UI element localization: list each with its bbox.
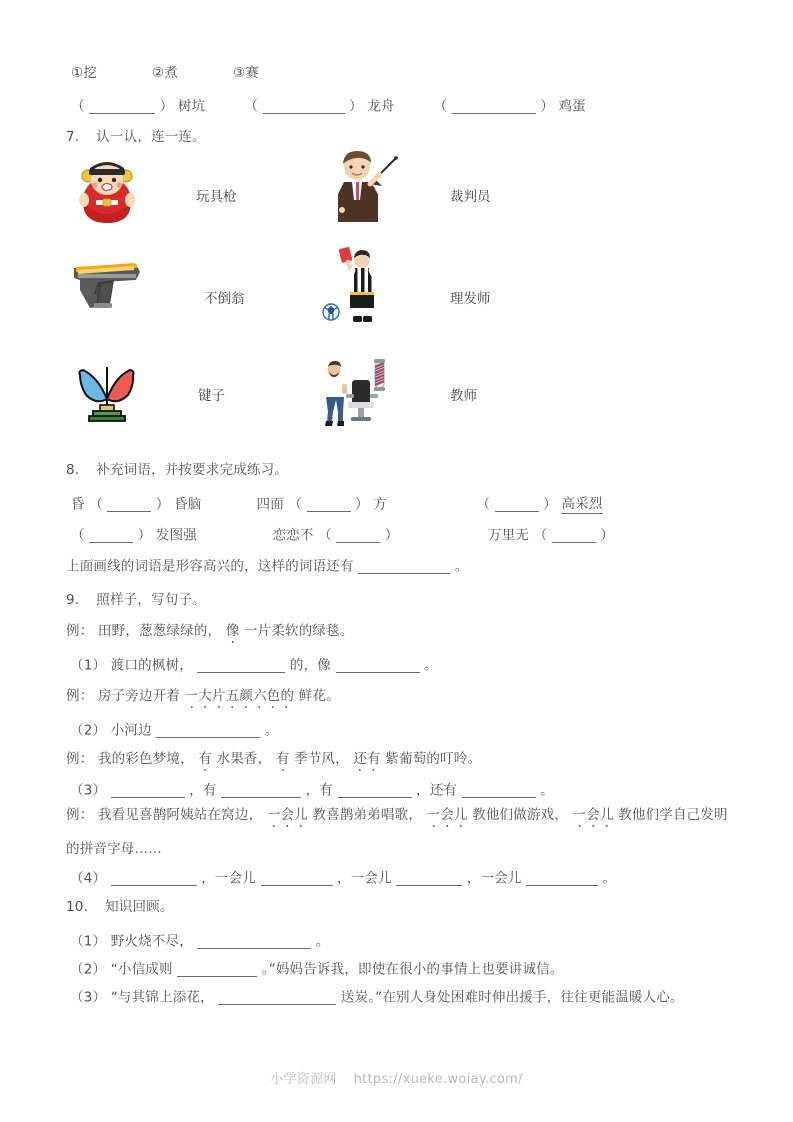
matching-exercise [0, 0, 793, 404]
bracket-open: （ [288, 496, 303, 513]
question-title: 认一认，连一连。 [96, 129, 206, 145]
bracket-open: （ [476, 496, 491, 513]
idiom-blank[interactable] [89, 529, 133, 543]
bracket-close: ） [137, 527, 152, 544]
item-text: 。 [264, 722, 279, 739]
bracket-open: （ [71, 98, 85, 115]
item-text: ，有 [305, 782, 334, 799]
q10-item-2 [70, 963, 564, 977]
q10-item-1 [70, 935, 330, 949]
idiom-blank[interactable] [307, 498, 351, 512]
example-text: 房子旁边开着 [97, 688, 181, 704]
q9-example-1 [66, 625, 354, 639]
example-text: 我看见喜鹊阿姨站在窝边， [97, 807, 263, 823]
example-text: 教喜鹊弟弟唱歌， [312, 807, 423, 823]
item-text: ，还有 [416, 782, 458, 799]
item-text: 野火烧不尽， [110, 933, 193, 950]
question-title: 补充词语，并按要求完成练习。 [96, 462, 289, 478]
example-emphasis: 一大片五颜六色的 [184, 688, 295, 704]
bracket-open: （ [533, 527, 548, 544]
idiom-suffix-underlined: 高采烈 [561, 496, 603, 513]
example-label: 例： [66, 623, 94, 639]
example-text: 教他们学自己发明 [618, 807, 728, 823]
footer-watermark [0, 1068, 793, 1087]
example-label: 例： [66, 688, 94, 704]
q8-row-2 [71, 529, 614, 543]
q8-note-end: 。 [454, 558, 469, 575]
item-text: ，有 [189, 782, 217, 799]
item-text: 。”妈妈告诉我，即使在很小的事情上也要讲诚信。 [261, 961, 564, 978]
referee-redcard-icon [322, 246, 394, 324]
tumbler-doll-icon [74, 156, 140, 224]
item-text: 。 [540, 782, 554, 799]
idiom-suffix: 昏脑 [174, 496, 202, 513]
q8-row-1 [71, 498, 603, 512]
item-number: （2） [70, 961, 107, 978]
item-text: 渡口的枫树， [110, 657, 193, 674]
example-text: 的拼音字母…… [66, 841, 162, 857]
q9-item-2 [70, 724, 279, 738]
item-blank[interactable] [111, 784, 185, 798]
item-number: （1） [70, 657, 107, 674]
item-text: ，一会儿 [337, 870, 392, 887]
idiom-blank[interactable] [336, 529, 380, 543]
item-blank[interactable] [396, 872, 462, 886]
q9-item-3 [70, 784, 554, 798]
bracket-close: ） [155, 496, 170, 513]
match-label-right-2: 理发师 [450, 291, 491, 307]
item-blank[interactable] [261, 872, 333, 886]
question-9-heading [66, 594, 206, 608]
bracket-close: ） [600, 527, 615, 544]
question-title: 照样子，写句子。 [96, 592, 206, 608]
item-text: 小河边 [110, 722, 152, 739]
item-blank[interactable] [336, 659, 420, 673]
item-number: （1） [70, 933, 107, 950]
item-number: （2） [70, 722, 107, 739]
answer-word: 树坑 [177, 98, 206, 115]
example-emphasis: 还有 [353, 751, 381, 767]
idiom-prefix: 昏 [71, 496, 85, 513]
bracket-close: ） [355, 496, 369, 513]
match-label-left-1: 玩具枪 [196, 189, 237, 205]
question-title: 知识回顾。 [105, 899, 174, 915]
item-blank[interactable] [338, 784, 412, 798]
question-number: 7. [66, 129, 80, 145]
item-blank[interactable] [197, 659, 285, 673]
example-emphasis: 一会儿 [426, 807, 468, 823]
example-emphasis: 一会儿 [572, 807, 614, 823]
bracket-open: （ [433, 98, 448, 115]
item-blank[interactable] [221, 784, 301, 798]
footer-site-name: 小学资源网 [270, 1072, 337, 1087]
example-label: 例： [66, 751, 94, 767]
item-text: 。 [424, 657, 438, 674]
example-text: 水果香， [216, 751, 272, 767]
question-number: 10. [66, 899, 89, 915]
idiom-blank[interactable] [495, 498, 539, 512]
item-blank[interactable] [177, 963, 257, 977]
item-text: “与其锦上添花， [110, 989, 214, 1006]
footer-url: https://xueke.woiay.com/ [353, 1072, 523, 1087]
item-blank[interactable] [111, 872, 197, 886]
match-label-right-1: 裁判员 [450, 189, 491, 205]
item-number: （3） [70, 989, 107, 1006]
bracket-open: （ [318, 527, 332, 544]
item-text: 。 [315, 933, 330, 950]
bracket-open: （ [89, 496, 103, 513]
example-text: 一片柔软的绿毯。 [243, 623, 354, 639]
idiom-suffix: 发图强 [155, 527, 198, 544]
barber-chair-icon [318, 358, 398, 428]
match-label-left-2: 不倒翁 [204, 291, 245, 307]
item-text: “小信成则 [110, 961, 173, 978]
bracket-close: ） [384, 527, 399, 544]
example-emphasis: 像 [225, 623, 240, 639]
answer-word: 鸡蛋 [558, 98, 586, 115]
q10-item-3 [70, 991, 684, 1005]
item-blank[interactable] [197, 935, 311, 949]
example-emphasis: 有 [275, 751, 290, 767]
bracket-open: （ [71, 527, 85, 544]
question-10-heading [66, 901, 174, 915]
q9-item-1 [70, 659, 438, 673]
shuttlecock-icon [74, 355, 140, 425]
example-emphasis: 一会儿 [266, 807, 308, 823]
idiom-prefix: 四面 [256, 496, 284, 513]
example-text: 田野，葱葱绿绿的， [97, 623, 222, 639]
q8-note-blank[interactable] [358, 560, 450, 574]
item-text: 的，像 [289, 657, 332, 674]
item-blank[interactable] [156, 724, 260, 738]
q9-example-3 [66, 753, 481, 767]
option-2: ②煮 [152, 65, 179, 81]
bracket-close: ） [349, 98, 363, 115]
match-label-right-3: 教师 [450, 388, 477, 404]
q9-example-4-line-2 [66, 843, 162, 857]
answer-word: 龙舟 [367, 98, 395, 115]
item-blank[interactable] [526, 872, 598, 886]
pistol-icon [70, 250, 150, 312]
bracket-close: ） [543, 496, 557, 513]
example-text: 鲜花。 [298, 688, 340, 704]
question-number: 8. [66, 462, 80, 478]
item-number: （4） [70, 870, 107, 887]
q9-example-4-line-1 [66, 809, 728, 823]
bracket-close: ） [540, 98, 555, 115]
bracket-close: ） [159, 98, 174, 115]
question-number: 9. [66, 592, 80, 608]
item-text: ，一会儿 [201, 870, 257, 887]
item-blank[interactable] [218, 991, 336, 1005]
teacher-pointer-icon [330, 148, 400, 226]
example-emphasis: 有 [198, 751, 213, 767]
idiom-blank[interactable] [107, 498, 151, 512]
match-label-left-3: 键子 [198, 388, 225, 404]
item-text: 。 [602, 870, 617, 887]
item-blank[interactable] [462, 784, 536, 798]
item-number: （3） [70, 782, 107, 799]
q9-example-2 [66, 690, 340, 704]
option-1: ①挖 [71, 65, 98, 81]
q9-item-4 [70, 872, 616, 886]
idiom-prefix: 万里无 [488, 527, 530, 544]
item-text: 送炭。”在别人身处困难时伸出援手，往往更能温暖人心。 [340, 989, 684, 1006]
item-text: ，一会儿 [466, 870, 522, 887]
bracket-open: （ [244, 98, 259, 115]
example-text: 紫葡萄的叮呤。 [385, 751, 482, 767]
example-text: 我的彩色梦境， [97, 751, 194, 767]
example-label: 例： [66, 807, 94, 823]
option-3: ③赛 [233, 65, 260, 81]
question-8-heading [66, 464, 288, 478]
idiom-suffix: 方 [373, 496, 388, 513]
idiom-blank[interactable] [552, 529, 596, 543]
example-text: 教他们做游戏， [472, 807, 569, 823]
q8-note [66, 560, 468, 574]
q8-note-text: 上面画线的词语是形容高兴的，这样的词语还有 [66, 558, 354, 575]
example-text: 季节风， [294, 751, 349, 767]
idiom-prefix: 恋恋不 [272, 527, 314, 544]
